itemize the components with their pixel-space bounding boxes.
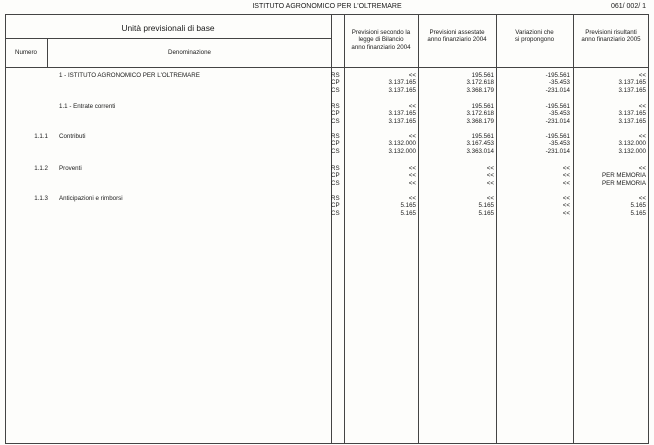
value-col4: << — [638, 195, 646, 202]
row-type-code: RS — [331, 72, 340, 79]
value-col3: -195.561 — [545, 133, 570, 140]
value-col2: << — [486, 172, 494, 180]
value-col3: -35.453 — [549, 79, 570, 87]
value-col1: << — [408, 72, 416, 79]
value-col3: -231.014 — [545, 147, 570, 155]
row-type-code: CP — [331, 172, 340, 180]
value-col2: 195.561 — [471, 103, 494, 110]
section-denominazione: Contributi — [59, 133, 86, 140]
denominazione-header: Denominazione — [168, 49, 211, 56]
section-number: 1.1.1 — [34, 133, 48, 140]
row-type-code: CS — [331, 147, 340, 155]
value-col4: 5.165 — [630, 209, 646, 217]
value-col2: 3.172.618 — [466, 79, 494, 87]
value-col3: -231.014 — [545, 117, 570, 125]
row-type-code: RS — [331, 103, 340, 110]
col1-header: Previsioni secondo la legge di Bilancio anno finanziario 2004 — [351, 29, 411, 51]
value-col1: 5.165 — [400, 209, 416, 217]
col-divider-type — [344, 14, 345, 444]
row-type-code: RS — [331, 165, 340, 172]
value-col2: 3.363.014 — [466, 147, 494, 155]
value-col1: 5.165 — [400, 202, 416, 210]
value-col2: 195.561 — [471, 72, 494, 79]
value-col1: << — [408, 195, 416, 202]
value-col1: 3.137.165 — [388, 79, 416, 87]
value-col1: 3.132.000 — [388, 140, 416, 148]
header-bottom-rule — [5, 67, 649, 68]
col-divider-3 — [496, 14, 497, 444]
value-col4: 3.137.165 — [618, 86, 646, 94]
value-col3: << — [562, 195, 570, 202]
numero-header: Numero — [14, 49, 37, 56]
value-col4: 3.137.165 — [618, 79, 646, 87]
row-type-code: CP — [331, 140, 340, 148]
value-col1: << — [408, 103, 416, 110]
value-col4: 3.132.000 — [618, 140, 646, 148]
value-col1: << — [408, 179, 416, 187]
row-type-code: RS — [331, 195, 340, 202]
value-col3: << — [562, 202, 570, 210]
value-col3: << — [562, 165, 570, 172]
page-code: 061/ 002/ 1 — [610, 3, 646, 10]
document-title: ISTITUTO AGRONOMICO PER L'OLTREMARE — [252, 3, 402, 10]
value-col1: 3.137.165 — [388, 110, 416, 118]
section-denominazione: Anticipazioni e rimborsi — [59, 195, 123, 202]
value-col3: << — [562, 179, 570, 187]
value-col1: 3.137.165 — [388, 86, 416, 94]
group-title: Unità previsionali di base — [121, 23, 215, 33]
value-col4: 5.165 — [630, 202, 646, 210]
col-divider-4 — [573, 14, 574, 444]
value-col4: << — [638, 72, 646, 79]
col3-header: Variazioni che si propongono — [514, 29, 555, 44]
value-col2: << — [486, 195, 494, 202]
value-col4: PER MEMORIA — [601, 179, 646, 187]
value-col1: 3.137.165 — [388, 117, 416, 125]
section-number: 1.1.3 — [34, 195, 48, 202]
value-col3: -195.561 — [545, 72, 570, 79]
value-col4: 3.132.000 — [618, 147, 646, 155]
col-divider-2 — [418, 14, 419, 444]
row-type-code: CS — [331, 179, 340, 187]
section-number: 1.1.2 — [34, 165, 48, 172]
section-denominazione: Proventi — [59, 165, 82, 172]
value-col4: PER MEMORIA — [601, 172, 646, 180]
row-type-code: CS — [331, 117, 340, 125]
value-col1: 3.132.000 — [388, 147, 416, 155]
value-col2: 3.368.179 — [466, 86, 494, 94]
section-denominazione: 1.1 - Entrate correnti — [59, 103, 116, 110]
value-col2: 3.172.618 — [466, 110, 494, 118]
value-col1: << — [408, 133, 416, 140]
value-col1: << — [408, 172, 416, 180]
value-col4: 3.137.165 — [618, 117, 646, 125]
row-type-code: CP — [331, 110, 340, 118]
row-type-code: CP — [331, 202, 340, 210]
value-col2: << — [486, 179, 494, 187]
value-col1: << — [408, 165, 416, 172]
value-col2: << — [486, 165, 494, 172]
col4-header: Previsioni risultanti anno finanziario 2005 — [581, 29, 641, 44]
value-col2: 5.165 — [478, 209, 494, 217]
row-type-code: CP — [331, 79, 340, 87]
col2-header: Previsioni assestate anno finanziario 2004 — [427, 29, 487, 44]
row-type-code: CS — [331, 209, 340, 217]
value-col3: << — [562, 172, 570, 180]
row-type-code: RS — [331, 133, 340, 140]
value-col3: << — [562, 209, 570, 217]
value-col2: 3.167.453 — [466, 140, 494, 148]
value-col4: << — [638, 103, 646, 110]
value-col3: -35.453 — [549, 110, 570, 118]
row-type-code: CS — [331, 86, 340, 94]
value-col4: 3.137.165 — [618, 110, 646, 118]
value-col3: -195.561 — [545, 103, 570, 110]
value-col2: 195.561 — [471, 133, 494, 140]
value-col2: 5.165 — [478, 202, 494, 210]
value-col3: -231.014 — [545, 86, 570, 94]
value-col2: 3.368.179 — [466, 117, 494, 125]
header-subrule — [5, 38, 332, 39]
value-col4: << — [638, 133, 646, 140]
section-denominazione: 1 - ISTITUTO AGRONOMICO PER L'OLTREMARE — [59, 72, 200, 79]
value-col3: -35.453 — [549, 140, 570, 148]
value-col4: << — [638, 165, 646, 172]
